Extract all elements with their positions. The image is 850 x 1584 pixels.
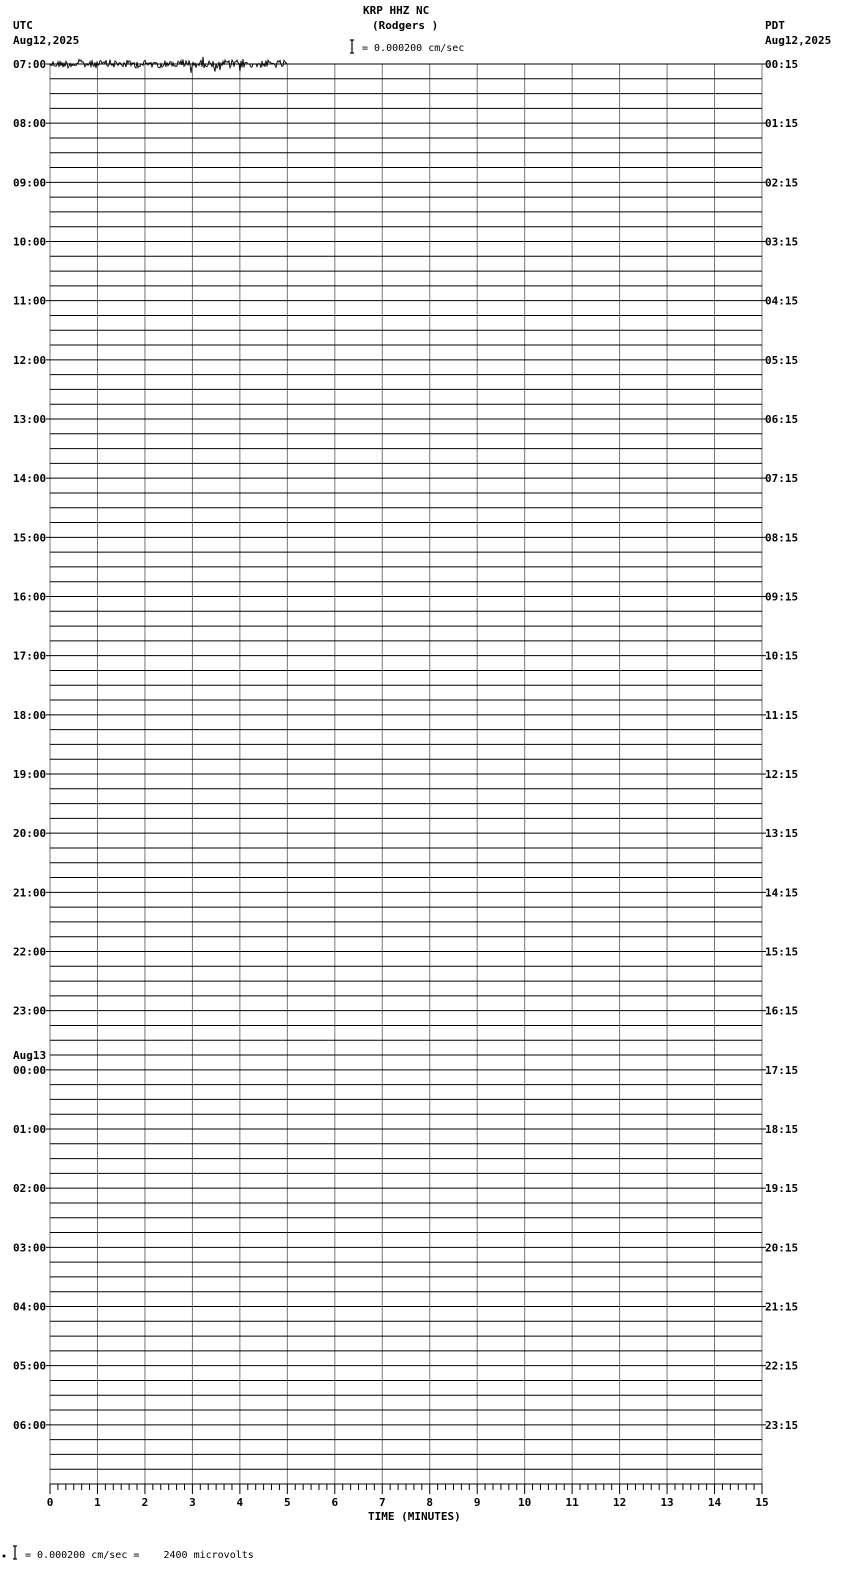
pdt-hour-label: 04:15 (765, 294, 799, 308)
utc-hour-label: 18:00 (13, 708, 47, 722)
x-tick-label: 10 (518, 1496, 532, 1509)
footer-marker-icon (3, 1555, 6, 1558)
utc-hour-label: 20:00 (13, 827, 47, 841)
x-axis-title: TIME (MINUTES) (368, 1510, 461, 1523)
pdt-hour-label: 08:15 (765, 531, 799, 545)
x-tick-label: 8 (426, 1496, 434, 1509)
utc-hour-label: 02:00 (13, 1182, 47, 1196)
utc-hour-label: 01:00 (13, 1123, 47, 1136)
utc-hour-label: 21:00 (13, 886, 47, 900)
pdt-hour-label: 22:15 (765, 1359, 799, 1373)
pdt-hour-label: 06:15 (765, 413, 799, 426)
x-tick-label: 3 (189, 1496, 196, 1509)
footer-scale-label: = 0.000200 cm/sec = 2400 microvolts (25, 1550, 254, 1561)
x-tick-label: 9 (473, 1496, 481, 1509)
utc-hour-label: 05:00 (13, 1359, 47, 1373)
pdt-hour-label: 12:15 (765, 768, 799, 781)
utc-hour-label: 13:00 (13, 413, 47, 426)
utc-hour-label: 19:00 (13, 768, 47, 781)
pdt-hour-label: 09:15 (765, 590, 799, 604)
utc-hour-label: 12:00 (13, 353, 47, 367)
utc-hour-label: 16:00 (13, 590, 47, 604)
scale-label: = 0.000200 cm/sec (362, 43, 465, 54)
pdt-hour-label: 03:15 (765, 235, 799, 249)
pdt-hour-label: 19:15 (765, 1182, 799, 1196)
seismic-trace (50, 57, 287, 73)
utc-hour-label: 15:00 (13, 531, 47, 545)
utc-hour-label: 14:00 (13, 472, 47, 486)
pdt-hour-label: 01:15 (765, 117, 799, 131)
x-tick-label: 7 (378, 1496, 386, 1509)
pdt-hour-label: 13:15 (765, 827, 799, 841)
x-tick-label: 6 (331, 1496, 339, 1509)
pdt-hour-label: 21:15 (765, 1300, 799, 1314)
x-tick-label: 15 (755, 1496, 769, 1509)
utc-hour-label: 07:00 (13, 58, 47, 71)
pdt-hour-label: 15:15 (765, 945, 799, 959)
left-timezone: UTC (13, 19, 33, 32)
utc-hour-label: 23:00 (13, 1004, 47, 1018)
pdt-hour-label: 10:15 (765, 649, 799, 663)
right-date: Aug12,2025 (765, 34, 832, 47)
utc-hour-label: 09:00 (13, 176, 47, 190)
pdt-hour-label: 07:15 (765, 472, 799, 486)
x-tick-label: 2 (141, 1496, 149, 1509)
pdt-hour-label: 20:15 (765, 1241, 799, 1255)
x-tick-label: 12 (612, 1496, 627, 1509)
pdt-hour-label: 14:15 (765, 886, 799, 900)
utc-hour-label: 17:00 (13, 649, 47, 663)
utc-hour-label: 08:00 (13, 117, 47, 131)
pdt-hour-label: 18:15 (765, 1123, 799, 1136)
station-title: KRP HHZ NC (363, 4, 430, 17)
pdt-hour-label: 02:15 (765, 176, 799, 190)
x-tick-label: 11 (565, 1496, 579, 1509)
utc-hour-label: 06:00 (13, 1418, 47, 1432)
pdt-hour-label: 16:15 (765, 1004, 799, 1018)
pdt-hour-label: 00:15 (765, 58, 799, 71)
utc-hour-label: 03:00 (13, 1241, 47, 1255)
date-change-label: Aug13 (13, 1048, 47, 1062)
x-tick-label: 14 (707, 1496, 722, 1509)
utc-hour-label: 00:00 (13, 1063, 47, 1077)
pdt-hour-label: 05:15 (765, 353, 799, 367)
pdt-hour-label: 17:15 (765, 1063, 799, 1077)
pdt-hour-label: 23:15 (765, 1418, 799, 1432)
x-tick-label: 0 (46, 1496, 54, 1509)
right-timezone: PDT (765, 19, 785, 32)
x-tick-label: 4 (236, 1496, 244, 1509)
utc-hour-label: 22:00 (13, 945, 47, 959)
x-tick-label: 13 (660, 1496, 674, 1509)
x-tick-label: 5 (284, 1496, 291, 1509)
x-tick-label: 1 (94, 1496, 101, 1509)
pdt-hour-label: 11:15 (765, 708, 799, 722)
utc-hour-label: 04:00 (13, 1300, 47, 1314)
utc-hour-label: 10:00 (13, 235, 47, 249)
utc-hour-label: 11:00 (13, 294, 47, 308)
station-location: (Rodgers ) (372, 19, 439, 32)
left-date: Aug12,2025 (13, 34, 80, 47)
